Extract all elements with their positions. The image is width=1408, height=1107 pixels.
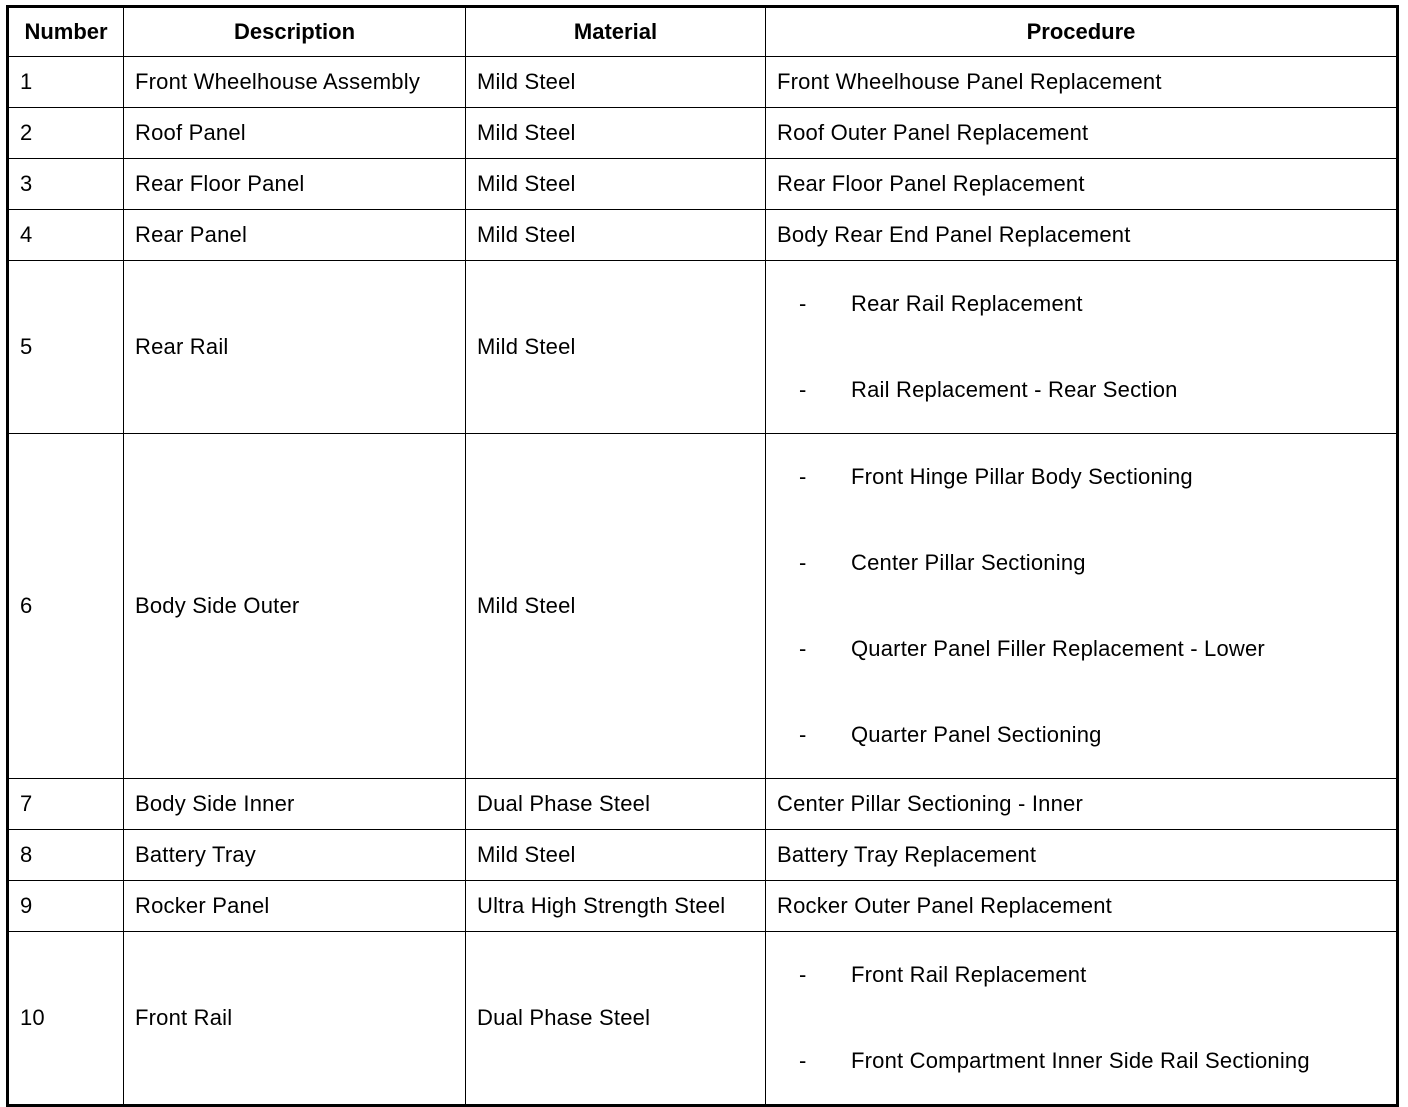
bullet-dash: - (799, 464, 807, 489)
bullet-dash: - (799, 636, 807, 661)
row-material: Mild Steel (466, 434, 766, 779)
bullet-dash: - (799, 377, 807, 402)
procedure-item (777, 692, 1385, 778)
row-description: Rear Panel (124, 210, 466, 261)
row-description: Front Wheelhouse Assembly (124, 57, 466, 108)
procedure-text: Center Pillar Sectioning (851, 550, 1086, 575)
procedure-text: Quarter Panel Sectioning (851, 722, 1102, 747)
row-number: 6 (8, 434, 124, 779)
row-procedure-list (766, 434, 1398, 779)
procedure-item (777, 1018, 1385, 1104)
row-description: Body Side Outer (124, 434, 466, 779)
row-procedure-list (766, 261, 1398, 434)
header-procedure: Procedure (766, 7, 1398, 57)
row-material: Mild Steel (466, 830, 766, 881)
procedure-item (777, 261, 1385, 347)
row-number: 5 (8, 261, 124, 434)
row-material: Mild Steel (466, 57, 766, 108)
table-row (8, 779, 1398, 830)
row-description: Front Rail (124, 932, 466, 1106)
table-row (8, 108, 1398, 159)
parts-table (6, 5, 1399, 1107)
row-procedure: Rear Floor Panel Replacement (766, 159, 1398, 210)
row-number: 3 (8, 159, 124, 210)
procedure-text: Rear Rail Replacement (851, 291, 1083, 316)
procedure-text: Front Compartment Inner Side Rail Sectioning (851, 1048, 1310, 1073)
procedure-list (777, 932, 1385, 1104)
procedure-list (777, 261, 1385, 433)
table-row (8, 830, 1398, 881)
row-description: Roof Panel (124, 108, 466, 159)
row-material: Ultra High Strength Steel (466, 881, 766, 932)
table-body (8, 57, 1398, 1106)
row-procedure-list (766, 932, 1398, 1106)
bullet-dash: - (799, 962, 807, 987)
table-row (8, 434, 1398, 779)
row-description: Rear Floor Panel (124, 159, 466, 210)
row-number: 2 (8, 108, 124, 159)
header-description: Description (124, 7, 466, 57)
procedure-text: Front Rail Replacement (851, 962, 1087, 987)
bullet-dash: - (799, 722, 807, 747)
row-procedure: Roof Outer Panel Replacement (766, 108, 1398, 159)
row-procedure: Battery Tray Replacement (766, 830, 1398, 881)
row-description: Rear Rail (124, 261, 466, 434)
procedure-item (777, 434, 1385, 520)
table-row (8, 932, 1398, 1106)
table-row (8, 881, 1398, 932)
row-material: Mild Steel (466, 159, 766, 210)
table-row (8, 261, 1398, 434)
procedure-text: Rail Replacement - Rear Section (851, 377, 1178, 402)
row-description: Battery Tray (124, 830, 466, 881)
row-description: Rocker Panel (124, 881, 466, 932)
procedure-text: Quarter Panel Filler Replacement - Lower (851, 636, 1265, 661)
row-procedure: Rocker Outer Panel Replacement (766, 881, 1398, 932)
row-procedure: Front Wheelhouse Panel Replacement (766, 57, 1398, 108)
header-material: Material (466, 7, 766, 57)
header-number: Number (8, 7, 124, 57)
row-procedure: Center Pillar Sectioning - Inner (766, 779, 1398, 830)
row-number: 4 (8, 210, 124, 261)
table-row (8, 57, 1398, 108)
row-material: Mild Steel (466, 210, 766, 261)
procedure-item (777, 520, 1385, 606)
row-procedure: Body Rear End Panel Replacement (766, 210, 1398, 261)
row-material: Dual Phase Steel (466, 779, 766, 830)
procedure-text: Front Hinge Pillar Body Sectioning (851, 464, 1193, 489)
header-row (8, 7, 1398, 57)
row-number: 1 (8, 57, 124, 108)
table-row (8, 210, 1398, 261)
row-number: 7 (8, 779, 124, 830)
row-number: 10 (8, 932, 124, 1106)
row-material: Mild Steel (466, 261, 766, 434)
procedure-item (777, 606, 1385, 692)
row-description: Body Side Inner (124, 779, 466, 830)
row-number: 9 (8, 881, 124, 932)
table-row (8, 159, 1398, 210)
procedure-list (777, 434, 1385, 778)
procedure-item (777, 347, 1385, 433)
row-material: Mild Steel (466, 108, 766, 159)
procedure-item (777, 932, 1385, 1018)
table-header (8, 7, 1398, 57)
bullet-dash: - (799, 1048, 807, 1073)
bullet-dash: - (799, 291, 807, 316)
row-material: Dual Phase Steel (466, 932, 766, 1106)
row-number: 8 (8, 830, 124, 881)
bullet-dash: - (799, 550, 807, 575)
